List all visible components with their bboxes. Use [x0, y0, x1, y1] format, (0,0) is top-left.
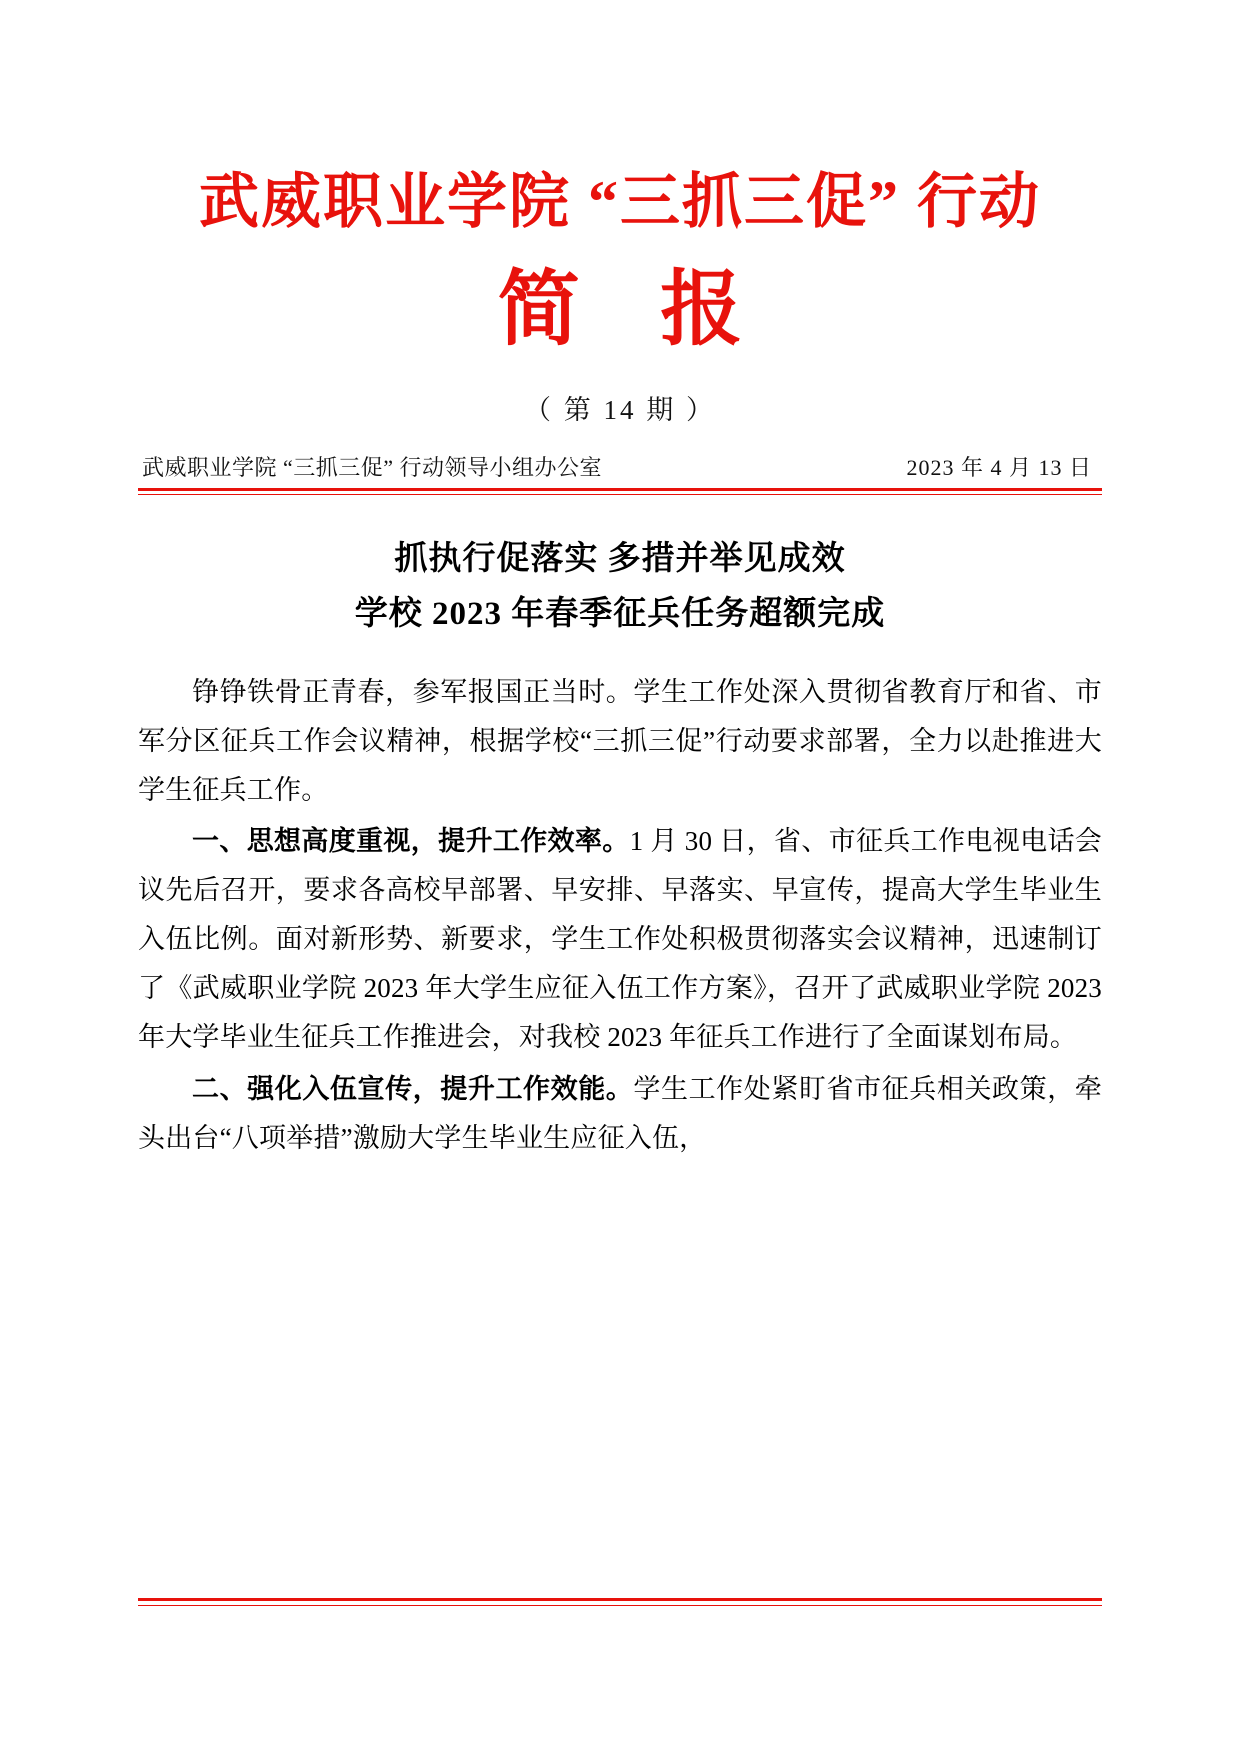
article-body [138, 668, 1102, 1163]
issuing-office: 武威职业学院 “三抓三促” 行动领导小组办公室 [142, 454, 603, 480]
masthead [138, 0, 1102, 427]
article-title [138, 535, 1102, 640]
header-rule-thick [138, 488, 1102, 491]
paragraph-lead: 二、强化入伍宣传，提升工作效能。 [192, 1073, 634, 1104]
article-paragraph: 铮铮铁骨正青春，参军报国正当时。学生工作处深入贯彻省教育厅和省、市军分区征兵工作会议精神，根据学校“三抓三促”行动要求部署，全力以赴推进大学生征兵工作。 [138, 676, 1102, 805]
issue-number: （ 第 14 期 ） [524, 394, 716, 425]
masthead-subtitle: 简 报 [497, 264, 773, 355]
article-paragraph: 一、思想高度重视，提升工作效率。1 月 30 日，省、市征兵工作电视电话会议先后召开，要求各高校早部署、早安排、早落实、早宣传，提高大学生毕业生入伍比例。面对新形势、新要求，学生工作处积极贯彻落实会议精神，迅速制订了《武威职业学院 2023 年大学生应征入伍工作方案》，召开了武威职业学院 2023 年大学毕业生征兵工作推进会，对我校 2023 年征兵工作进行了全面谋划布局。 [138, 825, 1103, 1053]
paragraph-lead: 一、思想高度重视，提升工作效率。 [192, 825, 630, 856]
masthead-title: 武威职业学院 “三抓三促” 行动 [199, 169, 1041, 235]
article-paragraph: 二、强化入伍宣传，提升工作效能。学生工作处紧盯省市征兵相关政策，牵头出台“八项举措”激励大学生毕业生应征入伍， [138, 1073, 1103, 1153]
footer-rules [138, 1598, 1102, 1606]
footer-rule-thick [138, 1598, 1102, 1601]
article-title-line-2: 学校 2023 年春季征兵任务超额完成 [354, 596, 886, 632]
office-and-date-row [138, 451, 1102, 488]
article-title-line-1: 抓执行促落实 多措并举见成效 [394, 540, 846, 577]
header-rule-thin [138, 494, 1102, 495]
issue-date: 2023 年 4 月 13 日 [906, 454, 1092, 480]
footer-rule-thin [138, 1605, 1102, 1606]
